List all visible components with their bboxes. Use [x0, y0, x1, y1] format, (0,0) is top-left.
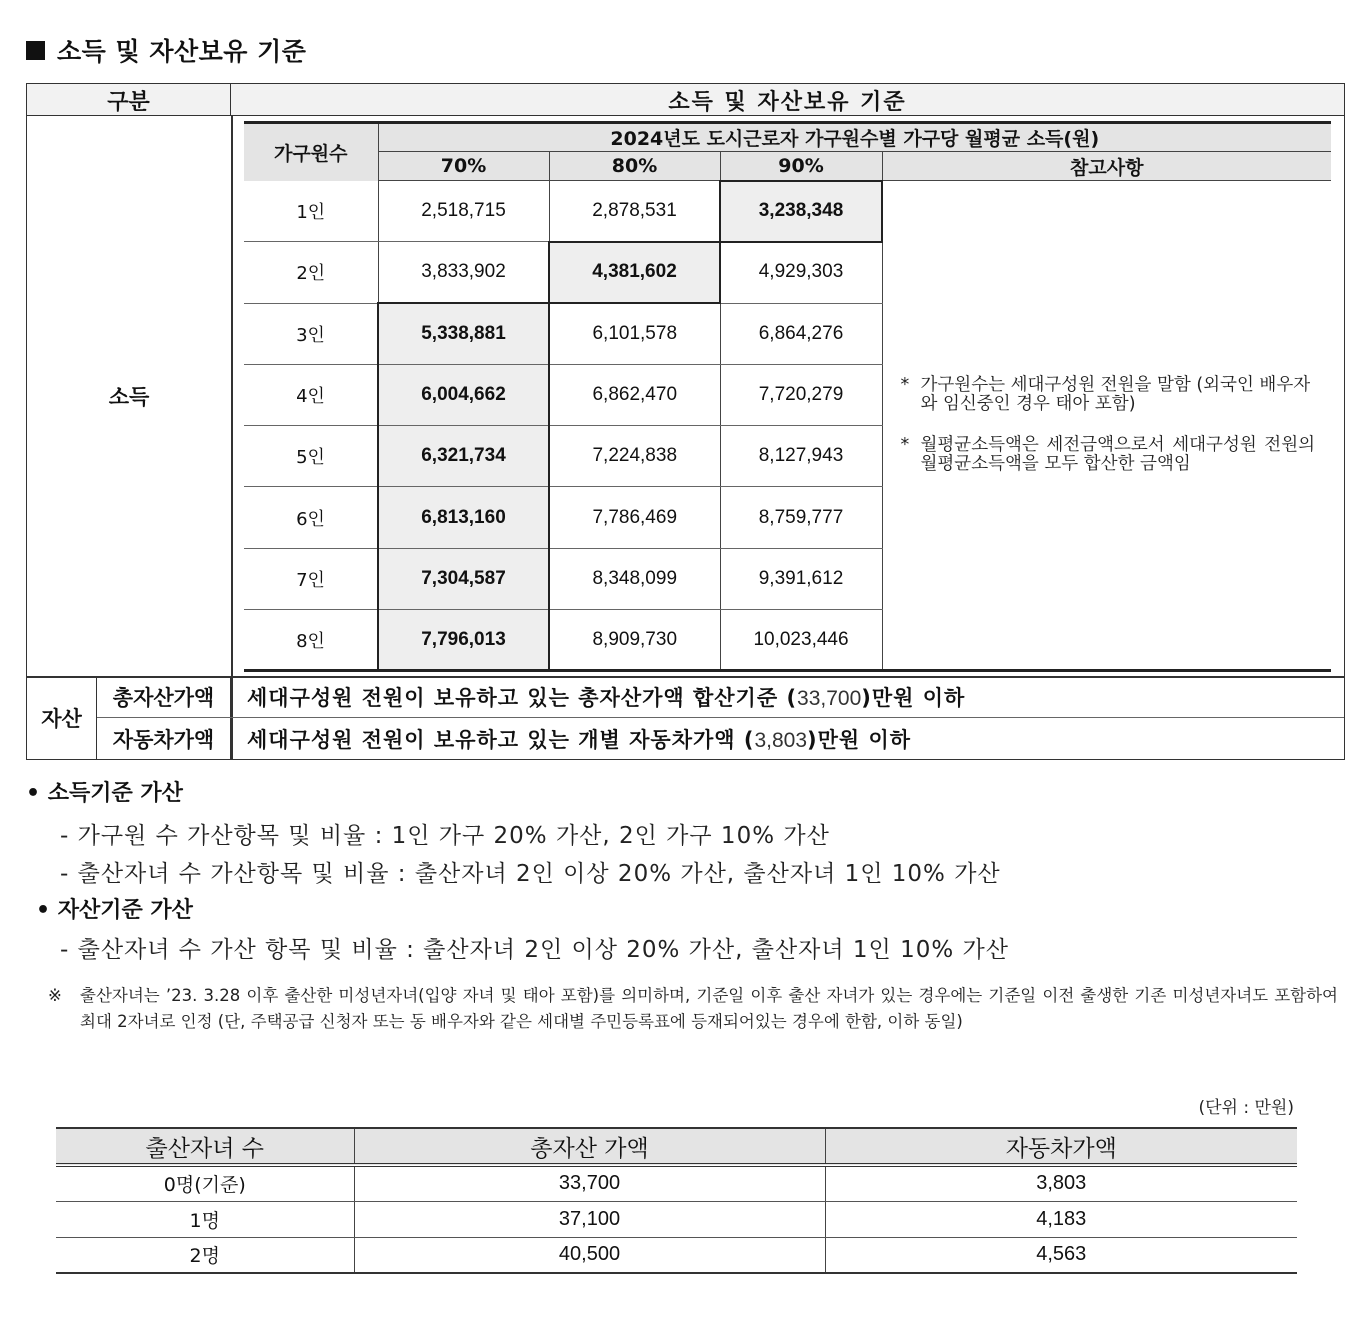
children-count: 1명 [56, 1201, 354, 1237]
income-90: 9,391,612 [720, 548, 882, 609]
header-category: 구분 [27, 84, 231, 116]
col-car-value: 자동차가액 [825, 1128, 1297, 1165]
unit-label: (단위 : 만원) [1198, 1098, 1294, 1118]
column-divider [231, 116, 233, 759]
col-note: 참고사항 [882, 152, 1331, 181]
asset-row-car [97, 718, 1344, 759]
col-70: 70% [378, 152, 549, 181]
car-value-limit: 3,803 [754, 728, 808, 752]
income-70: 2,518,715 [378, 181, 549, 242]
note-item: * 월평균소득액은 세전금액으로서 세대구성원 전원의 월평균소득액을 모두 합산한 금액임 [900, 435, 1316, 475]
income-70-highlight: 5,338,881 [378, 303, 549, 364]
asset-bonus-table [56, 1127, 1297, 1274]
col-group-header: 2024년도 도시근로자 가구원수별 가구당 월평균 소득(원) [378, 123, 1331, 152]
income-80: 8,909,730 [549, 610, 720, 671]
note-item: * 가구원수는 세대구성원 전원을 말함 (외국인 배우자와 임신중인 경우 태아 포함) [900, 375, 1311, 415]
reference-mark-icon: ※ [48, 986, 62, 1005]
footnote-text: 출산자녀는 ’23. 3.28 이후 출산한 미성년자녀(입양 자녀 및 태아 포함)를 의미하며, 기준일 이후 출산 자녀가 있는 경우에는 기준일 이전 출생한 기존 미성년자녀도 포함하여 최대 2자녀로 인정 (단, 주택공급 신청자 또는 동 배우자와 같은 세대별 주민등록표에 등재되어있는 경우에 한함, 이하 동일) [80, 986, 1338, 1031]
children-count: 2명 [56, 1237, 354, 1273]
page-title-text: 소득 및 자산보유 기준 [57, 37, 307, 66]
car-value: 4,563 [825, 1237, 1297, 1273]
asset-row-value: 세대구성원 전원이 보유하고 있는 개별 자동차가액 (3,803)만원 이하 [247, 727, 912, 752]
household-size: 1인 [244, 181, 378, 242]
income-bonus-heading: • 소득기준 가산 [26, 781, 183, 806]
col-90: 90% [720, 152, 882, 181]
income-table [244, 121, 1331, 672]
household-size: 2인 [244, 242, 378, 303]
household-size: 7인 [244, 548, 378, 609]
income-90: 8,127,943 [720, 426, 882, 487]
col-total-assets: 총자산 가액 [354, 1128, 825, 1165]
income-90: 7,720,279 [720, 364, 882, 425]
income-70-highlight: 7,304,587 [378, 548, 549, 609]
asset-row-value: 세대구성원 전원이 보유하고 있는 총자산가액 합산기준 (33,700)만원 이하 [247, 686, 966, 710]
criteria-table-header [27, 84, 1344, 116]
asset-row-total [97, 677, 1344, 718]
asset-bonus-heading: • 자산기준 가산 [36, 898, 193, 923]
income-70-highlight: 6,321,734 [378, 426, 549, 487]
table-row [244, 181, 1331, 242]
household-size: 3인 [244, 303, 378, 364]
car-value: 4,183 [825, 1201, 1297, 1237]
income-70-highlight: 6,813,160 [378, 487, 549, 548]
income-bonus-item: - 가구원 수 가산항목 및 비율 : 1인 가구 20% 가산, 2인 가구 10% 가산 [60, 823, 830, 849]
income-90-highlight: 3,238,348 [720, 181, 882, 242]
col-household-size: 가구원수 [244, 123, 378, 181]
asset-bonus-item: - 출산자녀 수 가산 항목 및 비율 : 출산자녀 2인 이상 20% 가산, 출산자녀 1인 10% 가산 [60, 937, 1009, 963]
table-row [56, 1165, 1297, 1201]
household-size: 6인 [244, 487, 378, 548]
col-80: 80% [549, 152, 720, 181]
children-count: 0명(기준) [56, 1165, 354, 1201]
square-bullet-icon [26, 41, 45, 60]
income-80-highlight: 4,381,602 [549, 242, 720, 303]
income-label: 소득 [108, 385, 150, 409]
total-assets: 37,100 [354, 1201, 825, 1237]
total-asset-limit: 33,700 [797, 687, 862, 710]
income-80: 6,101,578 [549, 303, 720, 364]
income-80: 7,786,469 [549, 487, 720, 548]
income-80: 6,862,470 [549, 364, 720, 425]
asset-label: 자산 [27, 677, 97, 759]
income-70: 3,833,902 [378, 242, 549, 303]
table-row [56, 1237, 1297, 1273]
income-70-highlight: 7,796,013 [378, 610, 549, 671]
income-bonus-item: - 출산자녀 수 가산항목 및 비율 : 출산자녀 2인 이상 20% 가산, 출산자녀 1인 10% 가산 [60, 861, 1001, 887]
table-row [56, 1201, 1297, 1237]
income-90: 10,023,446 [720, 610, 882, 671]
asset-row-key: 총자산가액 [97, 677, 231, 717]
income-90: 4,929,303 [720, 242, 882, 303]
income-80: 2,878,531 [549, 181, 720, 242]
car-value: 3,803 [825, 1165, 1297, 1201]
total-assets: 33,700 [354, 1165, 825, 1201]
asset-row-key: 자동차가액 [97, 718, 231, 759]
col-children: 출산자녀 수 [56, 1128, 354, 1165]
household-size: 5인 [244, 426, 378, 487]
header-criteria: 소득 및 자산보유 기준 [668, 89, 907, 115]
income-70-highlight: 6,004,662 [378, 364, 549, 425]
income-80: 8,348,099 [549, 548, 720, 609]
page-title [26, 32, 306, 68]
income-80: 7,224,838 [549, 426, 720, 487]
income-90: 8,759,777 [720, 487, 882, 548]
household-size: 4인 [244, 364, 378, 425]
total-assets: 40,500 [354, 1237, 825, 1273]
footnote [48, 983, 1338, 1035]
notes-cell [882, 181, 1331, 671]
household-size: 8인 [244, 610, 378, 671]
income-90: 6,864,276 [720, 303, 882, 364]
